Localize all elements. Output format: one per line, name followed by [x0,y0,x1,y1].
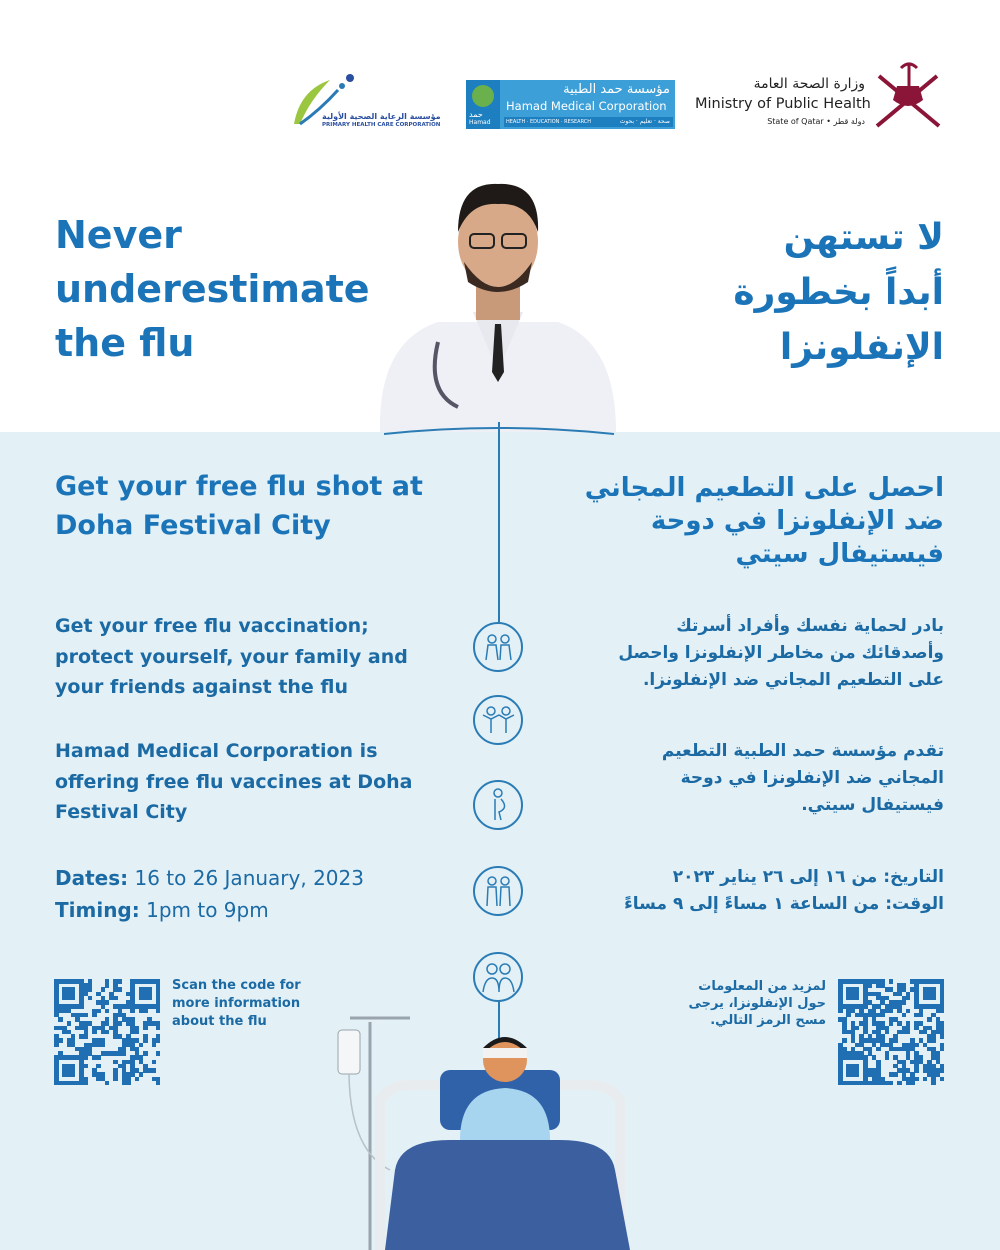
qr-module [54,1043,59,1048]
qr-code-ar[interactable] [838,979,944,1085]
qr-module [135,1030,140,1035]
hmc-tagline-ar: صحة · تعليم · بحوث [619,118,670,125]
qr-module [842,1038,847,1043]
patient-in-bed-illustration [330,1010,670,1250]
qr-module [940,1009,945,1014]
headline-ar-line: لا تستهن [783,217,944,258]
qr-module [143,1051,148,1056]
qr-module [914,1043,919,1048]
text-line: وأصدقائك من مخاطر الإنفلونزا واحصل [618,643,944,663]
qr-module [919,1013,924,1018]
qr-module [79,1004,84,1009]
qr-module [940,1034,945,1039]
dates-label-ar: التاريخ: [883,867,944,887]
para2-en [55,736,412,828]
qr-module [156,1081,161,1086]
qr-module [906,1030,911,1035]
text-line: protect yourself, your family and [55,645,408,668]
qr-module [147,996,152,1001]
qr-module [92,1030,97,1035]
qr-module [71,996,76,1001]
qr-module [122,1051,127,1056]
subhead-ar-line: ضد الإنفلونزا في دوحة [650,506,944,536]
qr-module [940,1068,945,1073]
hmc-emblem-icon [472,85,494,107]
text-line: تقدم مؤسسة حمد الطبية التطعيم [661,741,944,761]
dates-value: 16 to 26 January, 2023 [134,866,364,890]
para1-en [55,611,408,703]
text-line: المجاني ضد الإنفلونزا في دوحة [680,768,944,788]
qr-module [889,1081,894,1086]
text-line: حول الإنفلونزا، يرجى [688,996,826,1011]
qr-module [84,1013,89,1018]
dates-label: Dates: [55,866,129,890]
qr-module [143,1026,148,1031]
qr-module [855,996,860,1001]
timing-label-ar: الوقت: [885,894,944,914]
headline-en [55,208,370,370]
qr-module [105,1081,110,1086]
qr-module [58,1017,63,1022]
text-line: على التطعيم المجاني ضد الإنفلونزا. [642,670,944,690]
doctor-illustration [378,172,618,437]
phcc-logo [290,70,450,132]
schedule-ar [564,864,944,918]
qr-module [101,987,106,992]
qr-module [139,1072,144,1077]
qr-module [118,987,123,992]
qr-module [58,1038,63,1043]
headline-ar-line: الإنفلونزا [779,327,944,368]
timing-value: 1pm to 9pm [146,898,269,922]
qr-module [92,1013,97,1018]
qr-module [71,1072,76,1077]
moph-subtitle: State of Qatar • دولة قطر [767,117,865,126]
hmc-mark-en: Hamad [469,119,491,126]
qr-module [139,1043,144,1048]
qr-module [101,1043,106,1048]
qr-module [152,1068,157,1073]
timeline-line [498,422,500,622]
children-icon [473,695,523,745]
qatar-emblem-icon [871,56,945,132]
qr-module [893,1072,898,1077]
text-line: offering free flu vaccines at Doha [55,770,413,793]
qr-module [152,1043,157,1048]
timing-value-ar: من الساعة ١ مساءً إلى ٩ مساءً [624,894,880,914]
text-line: بادر لحماية نفسك وأفراد أسرتك [676,616,944,636]
qr-module [156,1026,161,1031]
qr-module [105,983,110,988]
moph-name-en: Ministry of Public Health [695,96,871,112]
qr-module [940,1047,945,1052]
qr-module [96,1064,101,1069]
subhead-en [55,467,423,545]
qr-module [855,1072,860,1077]
qr-module [118,1021,123,1026]
qr-module [846,1013,851,1018]
qr-module [893,1038,898,1043]
hmc-name-ar: مؤسسة حمد الطبية [563,82,670,97]
qr-module [156,1009,161,1014]
healthcare-workers-icon [473,952,523,1002]
qr-module [105,1030,110,1035]
moph-logo [695,74,945,132]
moph-name-ar: وزارة الصحة العامة [753,76,865,92]
qr-module [923,1077,928,1082]
qr-module [906,1009,911,1014]
hmc-name-en: Hamad Medical Corporation [506,99,667,113]
qr-module [914,1077,919,1082]
qr-module [880,1013,885,1018]
qr-module [84,1064,89,1069]
qr-module [143,1009,148,1014]
text-line: about the flu [172,1014,267,1029]
qr-module [902,1013,907,1018]
headline-ar-line: أبداً بخطورة [733,272,944,313]
text-line: Scan the code for [172,978,301,993]
text-line: your friends against the flu [55,676,349,698]
headline-en-line: Never [55,213,182,257]
qr-module [876,1047,881,1052]
qr-module [84,1055,89,1060]
schedule-en [55,862,364,926]
dates-value-ar: من ١٦ إلى ٢٦ يناير ٢٠٢٣ [672,867,878,887]
phcc-name-ar: مؤسسة الرعاية الصحية الأولية [322,112,441,121]
qr-module [910,1081,915,1086]
subhead-en-line: Doha Festival City [55,510,331,541]
subhead-en-line: Get your free flu shot at [55,471,423,502]
text-line: Hamad Medical Corporation is [55,740,378,762]
hmc-tagline-en: HEALTH · EDUCATION · RESEARCH [506,119,592,125]
subhead-ar-line: احصل على التطعيم المجاني [584,473,944,503]
qr-module [940,1077,945,1082]
qr-module [143,1038,148,1043]
qr-module [885,1030,890,1035]
para1-ar [564,613,944,694]
qr-module [838,1009,843,1014]
phcc-name-en: PRIMARY HEALTH CARE CORPORATION [322,122,441,128]
text-line: more information [172,996,301,1011]
text-line: مسح الرمز التالي. [710,1013,826,1028]
qr-module [889,979,894,984]
qr-module [902,1000,907,1005]
qr-module [855,1026,860,1031]
qr-module [156,1038,161,1043]
qr-module [927,1017,932,1022]
qr-module [113,1077,118,1082]
para2-ar [564,738,944,819]
qr-module [96,1009,101,1014]
qr-module [126,1081,131,1086]
qr-module [84,1081,89,1086]
qr-module [130,1009,135,1014]
qr-module [868,983,873,988]
headline-en-line: underestimate [55,267,370,311]
qr-module [931,1081,936,1086]
qr-module [906,996,911,1001]
family-icon [473,622,523,672]
qr-module [113,996,118,1001]
headline-en-line: the flu [55,321,195,365]
pregnant-woman-icon [473,780,523,830]
qr-module [889,1009,894,1014]
hmc-mark-ar: حمد [469,110,483,119]
qr-module [931,1038,936,1043]
qr-module [889,1021,894,1026]
elderly-couple-icon [473,866,523,916]
subhead-ar-line: فيستيفال سيتي [735,539,944,569]
headline-ar [644,210,944,375]
qr-module [152,1060,157,1065]
qr-code-en[interactable] [54,979,160,1085]
qr-module [88,996,93,1001]
qr-module [67,1021,72,1026]
text-line: Festival City [55,801,188,823]
qr-module [885,1055,890,1060]
qr-module [96,1055,101,1060]
qr-module [118,979,123,984]
text-line: فيستيفال سيتي. [801,795,944,815]
hmc-logo [466,80,675,129]
text-line: لمزيد من المعلومات [698,979,826,994]
timing-label: Timing: [55,898,140,922]
qr-module [105,1009,110,1014]
qr-module [88,987,93,992]
text-line: Get your free flu vaccination; [55,615,369,637]
qr-module [914,1068,919,1073]
subhead-ar [544,472,944,571]
qr-module [135,1077,140,1082]
qr-module [931,996,936,1001]
qr-module [897,1081,902,1086]
qr-caption-en [172,977,301,1031]
qr-module [105,1000,110,1005]
qr-module [84,1034,89,1039]
qr-module [156,1051,161,1056]
